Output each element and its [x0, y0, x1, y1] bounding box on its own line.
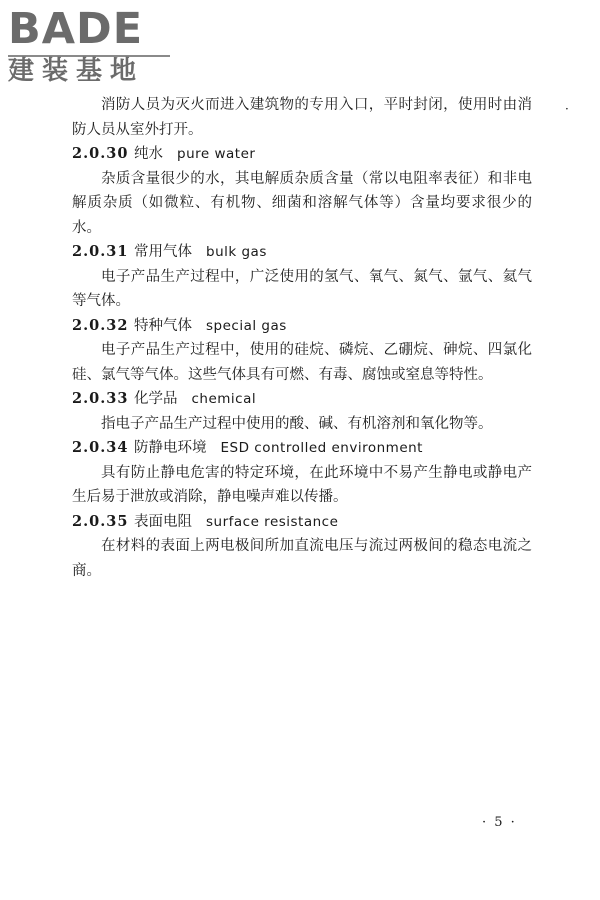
- term-definition: 电子产品生产过程中，广泛使用的氢气、氧气、氮气、氩气、氦气等气体。: [72, 268, 532, 309]
- term-number: 2.0.34: [72, 439, 129, 456]
- term-number: 2.0.31: [72, 243, 129, 260]
- page-number: · 5 ·: [482, 815, 517, 830]
- margin-dot: ·: [565, 102, 569, 116]
- term-en: chemical: [191, 391, 257, 407]
- term-en: special gas: [206, 317, 287, 334]
- term-zh: 常用气体: [134, 244, 192, 260]
- bade-logo: [8, 6, 173, 88]
- term-definition: 指电子产品生产过程中使用的酸、碱、有机溶剂和氧化物等。: [101, 415, 493, 432]
- term-heading: [72, 240, 532, 265]
- term-zh: 防静电环境: [134, 440, 207, 456]
- term-en: bulk gas: [206, 244, 267, 260]
- term-heading: [72, 314, 532, 339]
- term-zh: 纯水: [134, 146, 163, 162]
- term-number: 2.0.35: [72, 512, 129, 530]
- term-definition: 杂质含量很少的水，其电解质杂质含量（常以电阻率表征）和非电解质杂质（如微粒、有机物、细菌和溶解气体等）含量均要求很少的水。: [72, 170, 532, 236]
- term-definition: 电子产品生产过程中，使用的硅烷、磷烷、乙硼烷、砷烷、四氯化硅、氯气等气体。这些气体具有可燃、有毒、腐蚀或窒息等特性。: [72, 342, 532, 383]
- term-heading: [72, 510, 532, 535]
- term-definition: 具有防止静电危害的特定环境，在此环境中不易产生静电或静电产生后易于泄放或消除，静电噪声难以传播。: [72, 464, 532, 505]
- term-zh: 表面电阻: [134, 513, 192, 530]
- term-en: ESD controlled environment: [220, 440, 423, 456]
- intro-paragraph: 消防人员为灭火而进入建筑物的专用入口，平时封闭，使用时由消防人员从室外打开。: [72, 97, 532, 138]
- term-en: surface resistance: [206, 513, 339, 530]
- term-definition: 在材料的表面上两电极间所加直流电压与流过两极间的稳态电流之商。: [72, 538, 532, 579]
- term-number: 2.0.33: [72, 390, 129, 407]
- term-heading: [72, 387, 532, 412]
- document-body: [72, 93, 532, 583]
- term-number: 2.0.30: [72, 145, 129, 162]
- term-zh: 特种气体: [134, 317, 192, 334]
- term-heading: [72, 436, 532, 461]
- term-en: pure water: [177, 146, 256, 162]
- term-number: 2.0.32: [72, 316, 129, 334]
- logo-subtitle: 建装基地: [8, 56, 145, 86]
- logo-title: BADE: [8, 4, 144, 54]
- term-zh: 化学品: [134, 391, 178, 407]
- term-heading: [72, 142, 532, 167]
